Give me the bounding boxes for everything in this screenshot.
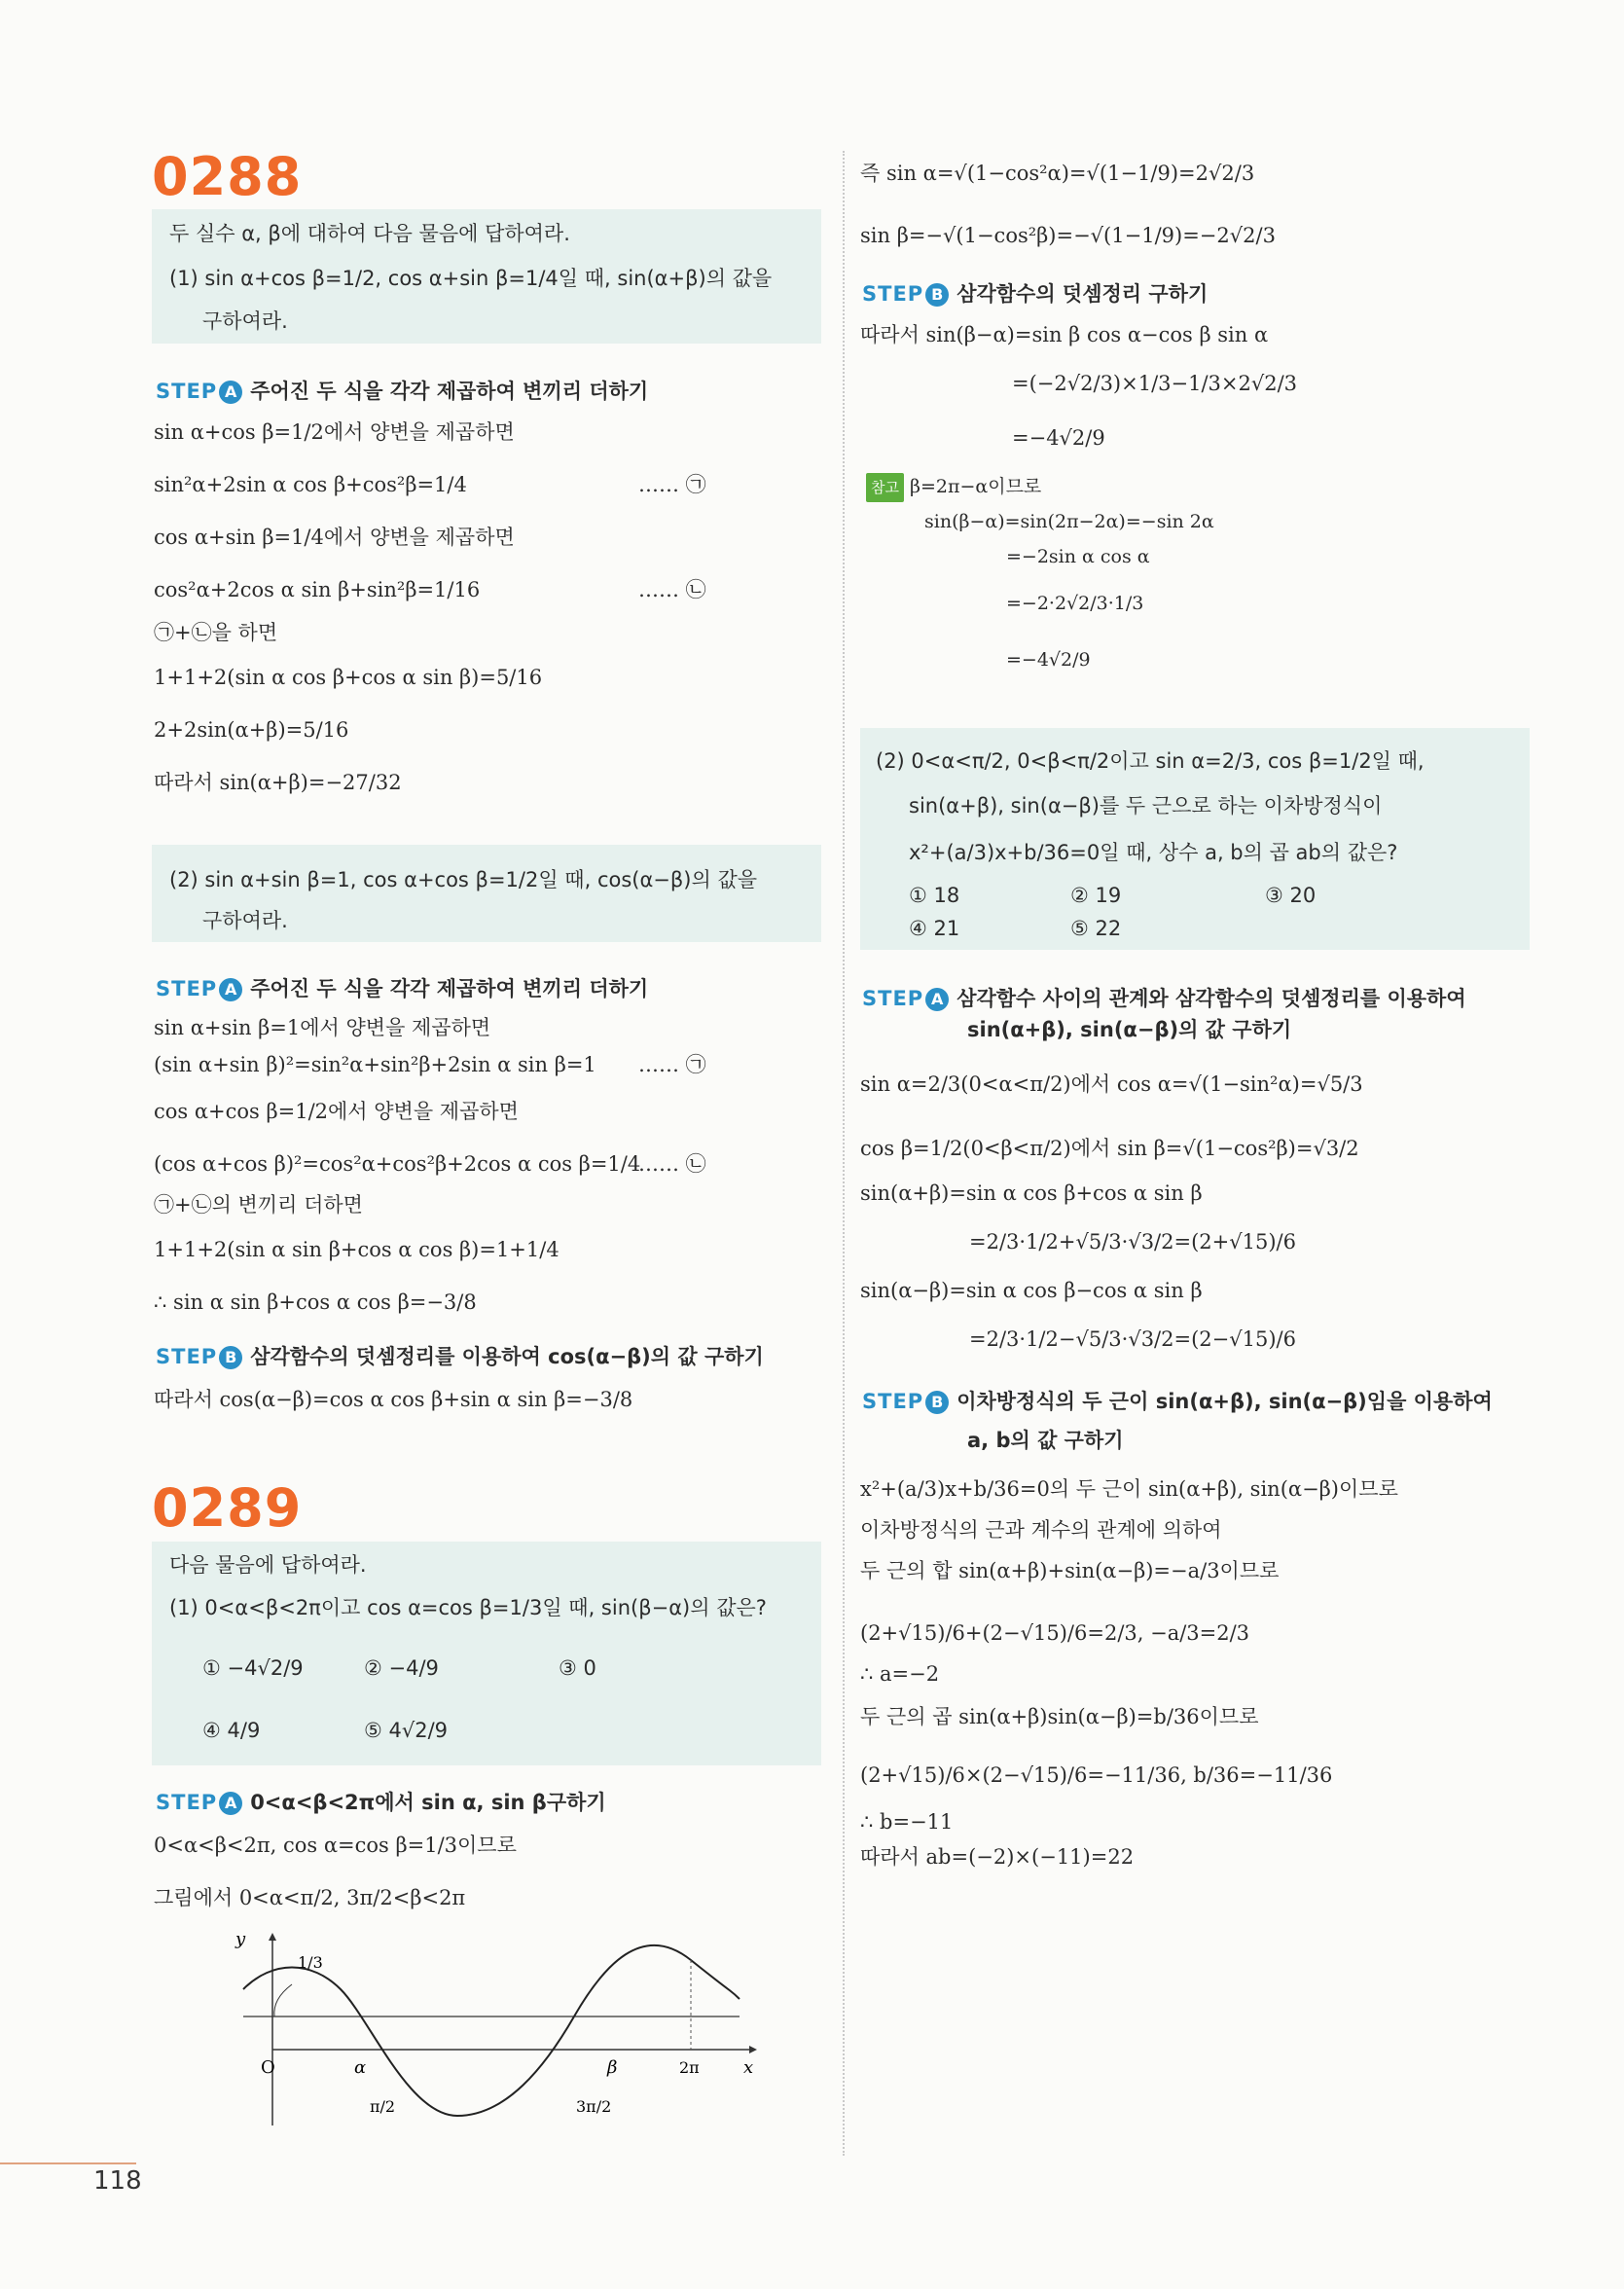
- question-1: (1) 0<α<β<2π이고 cos α=cos β=1/3일 때, sin(β−α)의 값은?: [169, 1596, 767, 1619]
- solution-line: 그림에서 0<α<π/2, 3π/2<β<2π: [154, 1886, 466, 1909]
- choice-3: ③ 0: [559, 1656, 596, 1680]
- solution-line: sin β=−√(1−cos²β)=−√(1−1/9)=−2√2/3: [860, 224, 1276, 247]
- note-tag: 참고: [866, 473, 904, 502]
- choice-4: ④ 4/9: [202, 1719, 261, 1742]
- solution-line: ㉠+㉡의 변끼리 더하면: [154, 1193, 363, 1217]
- solution-line: ∴ b=−11: [860, 1810, 954, 1834]
- equation-mark: …… ㉠: [638, 473, 706, 496]
- solution-line: 2+2sin(α+β)=5/16: [154, 718, 349, 742]
- solution-line: 따라서 cos(α−β)=cos α cos β+sin α sin β=−3/8: [154, 1388, 633, 1411]
- question-2-line2: sin(α+β), sin(α−β)를 두 근으로 하는 이차방정식이: [909, 794, 1383, 818]
- pi-half-label: π/2: [370, 2097, 396, 2116]
- alpha-label: α: [354, 2057, 367, 2078]
- solution-line: 따라서 ab=(−2)×(−11)=22: [860, 1845, 1135, 1869]
- note-line: =−4√2/9: [1006, 649, 1091, 671]
- solution-line: cos²α+2cos α sin β+sin²β=1/16: [154, 578, 481, 601]
- solution-line: sin α+sin β=1에서 양변을 제곱하면: [154, 1016, 491, 1039]
- origin-label: O: [261, 2057, 275, 2078]
- solution-line: cos α+sin β=1/4에서 양변을 제곱하면: [154, 526, 515, 549]
- solution-line: (2+√15)/6×(2−√15)/6=−11/36, b/36=−11/36: [860, 1763, 1333, 1787]
- solution-line: 이차방정식의 근과 계수의 관계에 의하여: [860, 1518, 1222, 1542]
- two-pi-label: 2π: [679, 2058, 700, 2077]
- solution-line: 두 근의 곱 sin(α+β)sin(α−β)=b/36이므로: [860, 1705, 1259, 1728]
- choice-5: ⑤ 4√2/9: [364, 1719, 449, 1742]
- note-line: 참고 β=2π−α이므로: [866, 473, 1041, 502]
- question-2-line2: 구하여라.: [202, 909, 288, 932]
- choice-1: ① −4√2/9: [202, 1656, 304, 1680]
- note-line: =−2sin α cos α: [1006, 546, 1150, 567]
- solution-line: =−4√2/9: [1012, 426, 1105, 450]
- solution-line: ㉠+㉡을 하면: [154, 621, 278, 644]
- step-b2-heading-0289: STEP B 이차방정식의 두 근이 sin(α+β), sin(α−β)임을 이용하여: [862, 1390, 1493, 1413]
- solution-line: sin(α−β)=sin α cos β−cos α sin β: [860, 1279, 1203, 1302]
- note-line: sin(β−α)=sin(2π−2α)=−sin 2α: [924, 511, 1214, 532]
- choice2-2: ② 19: [1070, 884, 1122, 907]
- solution-line: =(−2√2/3)×1/3−1/3×2√2/3: [1012, 372, 1298, 395]
- three-pi-half-label: 3π/2: [576, 2097, 612, 2116]
- solution-line: (sin α+sin β)²=sin²α+sin²β+2sin α sin β=1: [154, 1053, 596, 1076]
- equation-mark: …… ㉡: [638, 1152, 706, 1176]
- solution-line: ∴ sin α sin β+cos α cos β=−3/8: [154, 1290, 477, 1314]
- solution-line: 1+1+2(sin α sin β+cos α cos β)=1+1/4: [154, 1238, 559, 1261]
- question-1-line2: 구하여라.: [202, 309, 288, 333]
- step-a2-heading: STEP A 주어진 두 식을 각각 제곱하여 변끼리 더하기: [156, 977, 649, 1000]
- step-b2-title-2: a, b의 값 구하기: [967, 1429, 1124, 1452]
- step-b2-heading: STEP B 삼각함수의 덧셈정리를 이용하여 cos(α−β)의 값 구하기: [156, 1345, 764, 1368]
- solution-line: sin²α+2sin α cos β+cos²β=1/4: [154, 473, 467, 496]
- solution-line: 1+1+2(sin α cos β+cos α sin β)=5/16: [154, 666, 543, 689]
- question-intro: 다음 물음에 답하여라.: [169, 1553, 367, 1577]
- step-a-heading-0289: STEP A 0<α<β<2π에서 sin α, sin β구하기: [156, 1791, 606, 1814]
- equation-mark: …… ㉡: [638, 578, 706, 601]
- choice2-3: ③ 20: [1265, 884, 1317, 907]
- choice-2: ② −4/9: [364, 1656, 439, 1680]
- question-1-line1: (1) sin α+cos β=1/2, cos α+sin β=1/4일 때, sin(α+β)의 값을: [169, 267, 773, 290]
- solution-line: =2/3·1/2−√5/3·√3/2=(2−√15)/6: [969, 1327, 1296, 1351]
- solution-line: =2/3·1/2+√5/3·√3/2=(2+√15)/6: [969, 1230, 1296, 1254]
- question-intro: 두 실수 α, β에 대하여 다음 물음에 답하여라.: [169, 222, 570, 245]
- one-third-pointer: [274, 1984, 292, 2016]
- solution-line: x²+(a/3)x+b/36=0의 두 근이 sin(α+β), sin(α−β)이므로: [860, 1477, 1398, 1501]
- solution-line: 두 근의 합 sin(α+β)+sin(α−β)=−a/3이므로: [860, 1559, 1280, 1582]
- solution-line: 따라서 sin(α+β)=−27/32: [154, 771, 402, 794]
- x-axis-arrow: [749, 2046, 757, 2053]
- step-a2-heading-0289: STEP A 삼각함수 사이의 관계와 삼각함수의 덧셈정리를 이용하여: [862, 987, 1466, 1010]
- question-2-line1: (2) 0<α<π/2, 0<β<π/2이고 sin α=2/3, cos β=1/2일 때,: [876, 749, 1425, 773]
- solution-line: sin α+cos β=1/2에서 양변을 제곱하면: [154, 420, 515, 444]
- solution-line: ∴ a=−2: [860, 1662, 940, 1686]
- note-line: =−2·2√2/3·1/3: [1006, 593, 1144, 614]
- footer-rule: [0, 2162, 136, 2164]
- solution-line: sin α=2/3(0<α<π/2)에서 cos α=√(1−sin²α)=√5/3: [860, 1072, 1363, 1096]
- choice2-1: ① 18: [909, 884, 960, 907]
- equation-mark: …… ㉠: [638, 1053, 706, 1076]
- question-2-line1: (2) sin α+sin β=1, cos α+cos β=1/2일 때, cos(α−β)의 값을: [169, 868, 758, 891]
- solution-line: cos β=1/2(0<β<π/2)에서 sin β=√(1−cos²β)=√3/2: [860, 1137, 1359, 1160]
- problem-number-0288: 0288: [152, 146, 303, 207]
- solution-line: sin(α+β)=sin α cos β+cos α sin β: [860, 1181, 1203, 1205]
- step-a-heading: STEP A 주어진 두 식을 각각 제곱하여 변끼리 더하기: [156, 380, 649, 403]
- question-2-line3: x²+(a/3)x+b/36=0일 때, 상수 a, b의 곱 ab의 값은?: [909, 841, 1398, 864]
- solution-line: 즉 sin α=√(1−cos²α)=√(1−1/9)=2√2/3: [860, 162, 1255, 185]
- x-axis-label: x: [743, 2057, 754, 2078]
- choice2-4: ④ 21: [909, 917, 960, 940]
- one-third-label: 1/3: [298, 1953, 323, 1972]
- cosine-graph: [234, 1931, 759, 2135]
- page-number: 118: [93, 2166, 142, 2196]
- solution-line: (cos α+cos β)²=cos²α+cos²β+2cos α cos β=1/4: [154, 1152, 641, 1176]
- problem-number-0289: 0289: [152, 1477, 303, 1539]
- solution-line: 0<α<β<2π, cos α=cos β=1/3이므로: [154, 1834, 517, 1857]
- y-axis-arrow: [269, 1933, 276, 1941]
- solution-line: 따라서 sin(β−α)=sin β cos α−cos β sin α: [860, 323, 1269, 346]
- solution-line: (2+√15)/6+(2−√15)/6=2/3, −a/3=2/3: [860, 1621, 1250, 1645]
- beta-label: β: [607, 2057, 618, 2078]
- solution-line: cos α+cos β=1/2에서 양변을 제곱하면: [154, 1100, 519, 1123]
- step-b-heading-0289: STEP B 삼각함수의 덧셈정리 구하기: [862, 282, 1209, 306]
- step-a2-title-2: sin(α+β), sin(α−β)의 값 구하기: [967, 1018, 1292, 1041]
- y-axis-label: y: [235, 1931, 246, 1949]
- column-divider: [843, 151, 845, 2156]
- choice2-5: ⑤ 22: [1070, 917, 1122, 940]
